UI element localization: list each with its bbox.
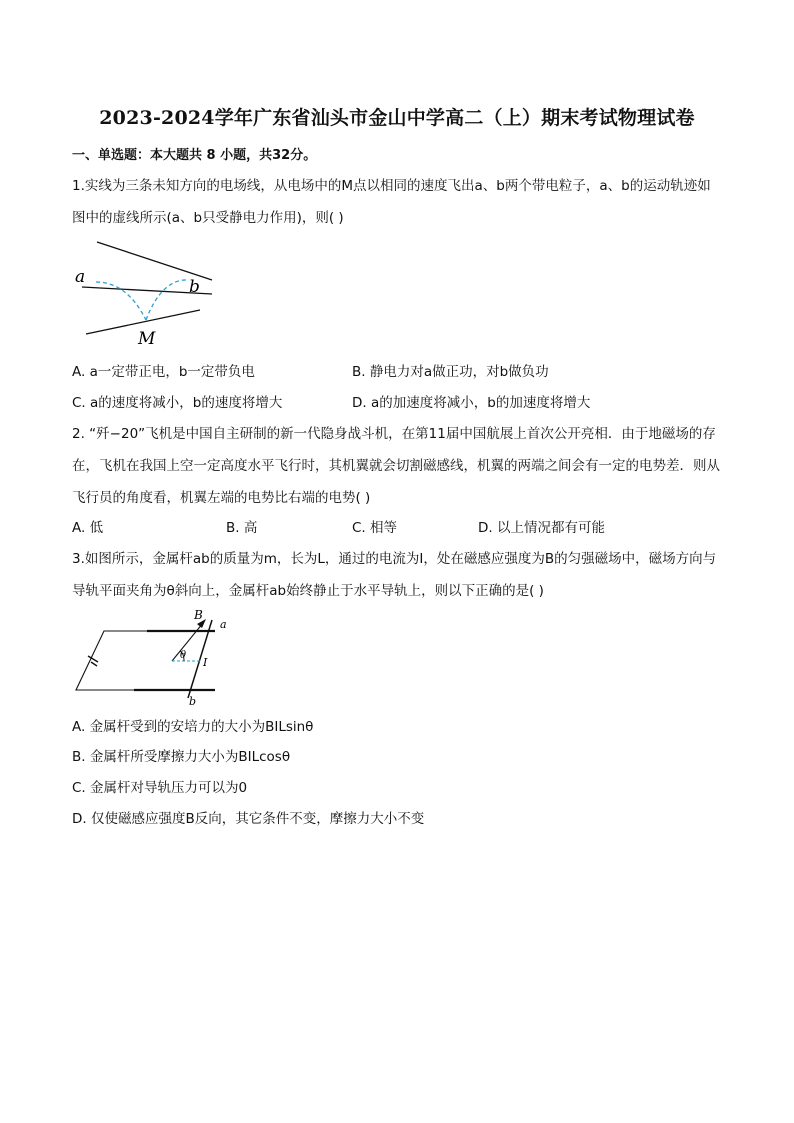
q3-option-d[interactable]: D. 仅使磁感应强度B反向，其它条件不变，摩擦力大小不变 bbox=[72, 811, 425, 827]
battery-plate-short bbox=[91, 662, 97, 666]
label-a: a bbox=[220, 618, 227, 631]
label-m: M bbox=[138, 329, 156, 349]
label-B: B bbox=[194, 608, 203, 622]
label-b: b bbox=[189, 277, 200, 297]
q2-option-d[interactable]: D. 以上情况都有可能 bbox=[478, 520, 605, 536]
q3-option-b[interactable]: B. 金属杆所受摩擦力大小为BILcosθ bbox=[72, 749, 291, 765]
question-1-figure bbox=[72, 238, 222, 350]
page-title: 2023-2024学年广东省汕头市金山中学高二（上）期末考试物理试卷 bbox=[99, 107, 695, 129]
q1-option-c[interactable]: C. a的速度将减小，b的速度将增大 bbox=[72, 395, 283, 411]
section-heading: 一、单选题：本大题共 8 小题，共32分。 bbox=[72, 148, 317, 163]
circuit-wire bbox=[76, 631, 147, 690]
label-a: a bbox=[75, 267, 86, 287]
q2-option-a[interactable]: A. 低 bbox=[72, 520, 104, 536]
q1-option-a[interactable]: A. a一定带正电，b一定带负电 bbox=[72, 364, 255, 380]
q2-option-c[interactable]: C. 相等 bbox=[352, 520, 398, 536]
field-line-top bbox=[97, 242, 212, 280]
label-b: b bbox=[189, 695, 197, 706]
label-current: I bbox=[203, 656, 208, 669]
q1-option-d[interactable]: D. a的加速度将减小，b的加速度将增大 bbox=[352, 395, 591, 411]
label-theta: θ bbox=[180, 650, 187, 661]
q1-option-b[interactable]: B. 静电力对a做正功，对b做负功 bbox=[352, 364, 549, 380]
question-3-figure bbox=[72, 606, 242, 706]
q3-option-c[interactable]: C. 金属杆对导轨压力可以为0 bbox=[72, 780, 248, 796]
q3-option-a[interactable]: A. 金属杆受到的安培力的大小为BILsinθ bbox=[72, 719, 314, 735]
question-2-stem: 2. “歼−20”飞机是中国自主研制的新一代隐身战斗机，在第11届中国航展上首次公开亮相．由于地磁场的存在，飞机在我国上空一定高度水平飞行时，其机翼就会切割磁感线，机翼的两端之间会有一定的电势差．则从飞行员的角度看，机翼左端的电势比右端的电势( ) bbox=[72, 426, 720, 506]
question-3-stem: 3.如图所示，金属杆ab的质量为m，长为L，通过的电流为I，处在磁感应强度为B的匀强磁场中，磁场方向与导轨平面夹角为θ斜向上，金属杆ab始终静止于水平导轨上，则以下正确的是( ) bbox=[72, 551, 717, 599]
b-field-arrow bbox=[172, 623, 203, 661]
question-1-stem: 1.实线为三条未知方向的电场线，从电场中的M点以相同的速度飞出a、b两个带电粒子，a、b的运动轨迹如图中的虚线所示(a、b只受静电力作用)，则( ) bbox=[72, 178, 711, 226]
q2-option-b[interactable]: B. 高 bbox=[226, 520, 258, 536]
